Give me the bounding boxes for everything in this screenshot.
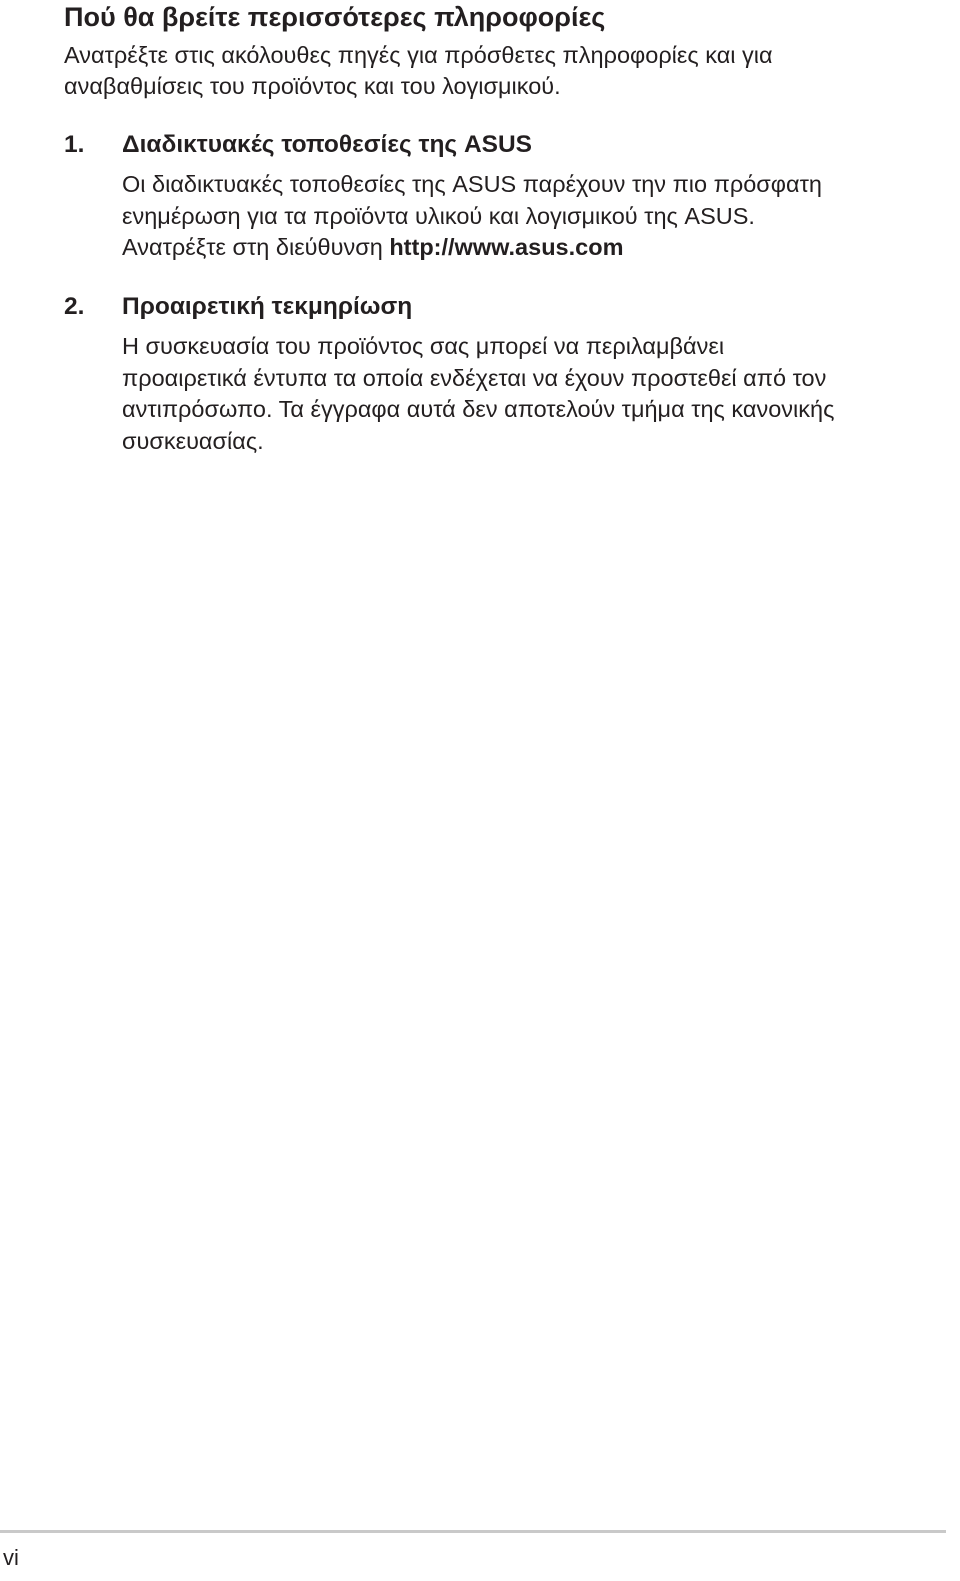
section-asus-websites xyxy=(64,128,954,264)
body-line: ενημέρωση για τα προϊόντα υλικού και λογισμικού της ASUS. xyxy=(122,202,755,229)
section-number: 2. xyxy=(64,293,85,320)
body-line-link xyxy=(122,232,954,264)
section-body xyxy=(122,331,954,457)
page-title: Πού θα βρείτε περισσότερες πληροφορίες xyxy=(64,2,606,32)
section-title: Προαιρετική τεκμηρίωση xyxy=(122,293,413,320)
section-title: Διαδικτυακές τοποθεσίες της ASUS xyxy=(122,131,533,158)
section-heading xyxy=(64,128,954,162)
page-number: vi xyxy=(3,1545,19,1570)
link-prefix: Ανατρέξτε στη διεύθυνση xyxy=(122,234,390,260)
section-heading xyxy=(64,290,954,324)
body-line: προαιρετικά έντυπα τα οποία ενδέχεται να έχουν προστεθεί από τον xyxy=(122,364,827,391)
footer-divider xyxy=(0,1530,946,1533)
intro-line: Ανατρέξτε στις ακόλουθες πηγές για πρόσθετες πληροφορίες και για xyxy=(64,42,773,68)
intro-paragraph xyxy=(64,40,944,102)
asus-website-link[interactable]: http://www.asus.com xyxy=(389,234,624,260)
body-line: συσκευασίας. xyxy=(122,427,264,454)
intro-line: αναβαθμίσεις του προϊόντος και του λογισμικού. xyxy=(64,73,561,99)
body-line: Οι διαδικτυακές τοποθεσίες της ASUS παρέχουν την πιο πρόσφατη xyxy=(122,171,822,197)
body-line: Η συσκευασία του προϊόντος σας μπορεί να περιλαμβάνει xyxy=(122,333,725,359)
section-number: 1. xyxy=(64,131,85,158)
section-body xyxy=(122,169,954,264)
section-optional-documentation xyxy=(64,290,954,457)
body-line: αντιπρόσωπο. Τα έγγραφα αυτά δεν αποτελούν τμήμα της κανονικής xyxy=(122,396,835,422)
